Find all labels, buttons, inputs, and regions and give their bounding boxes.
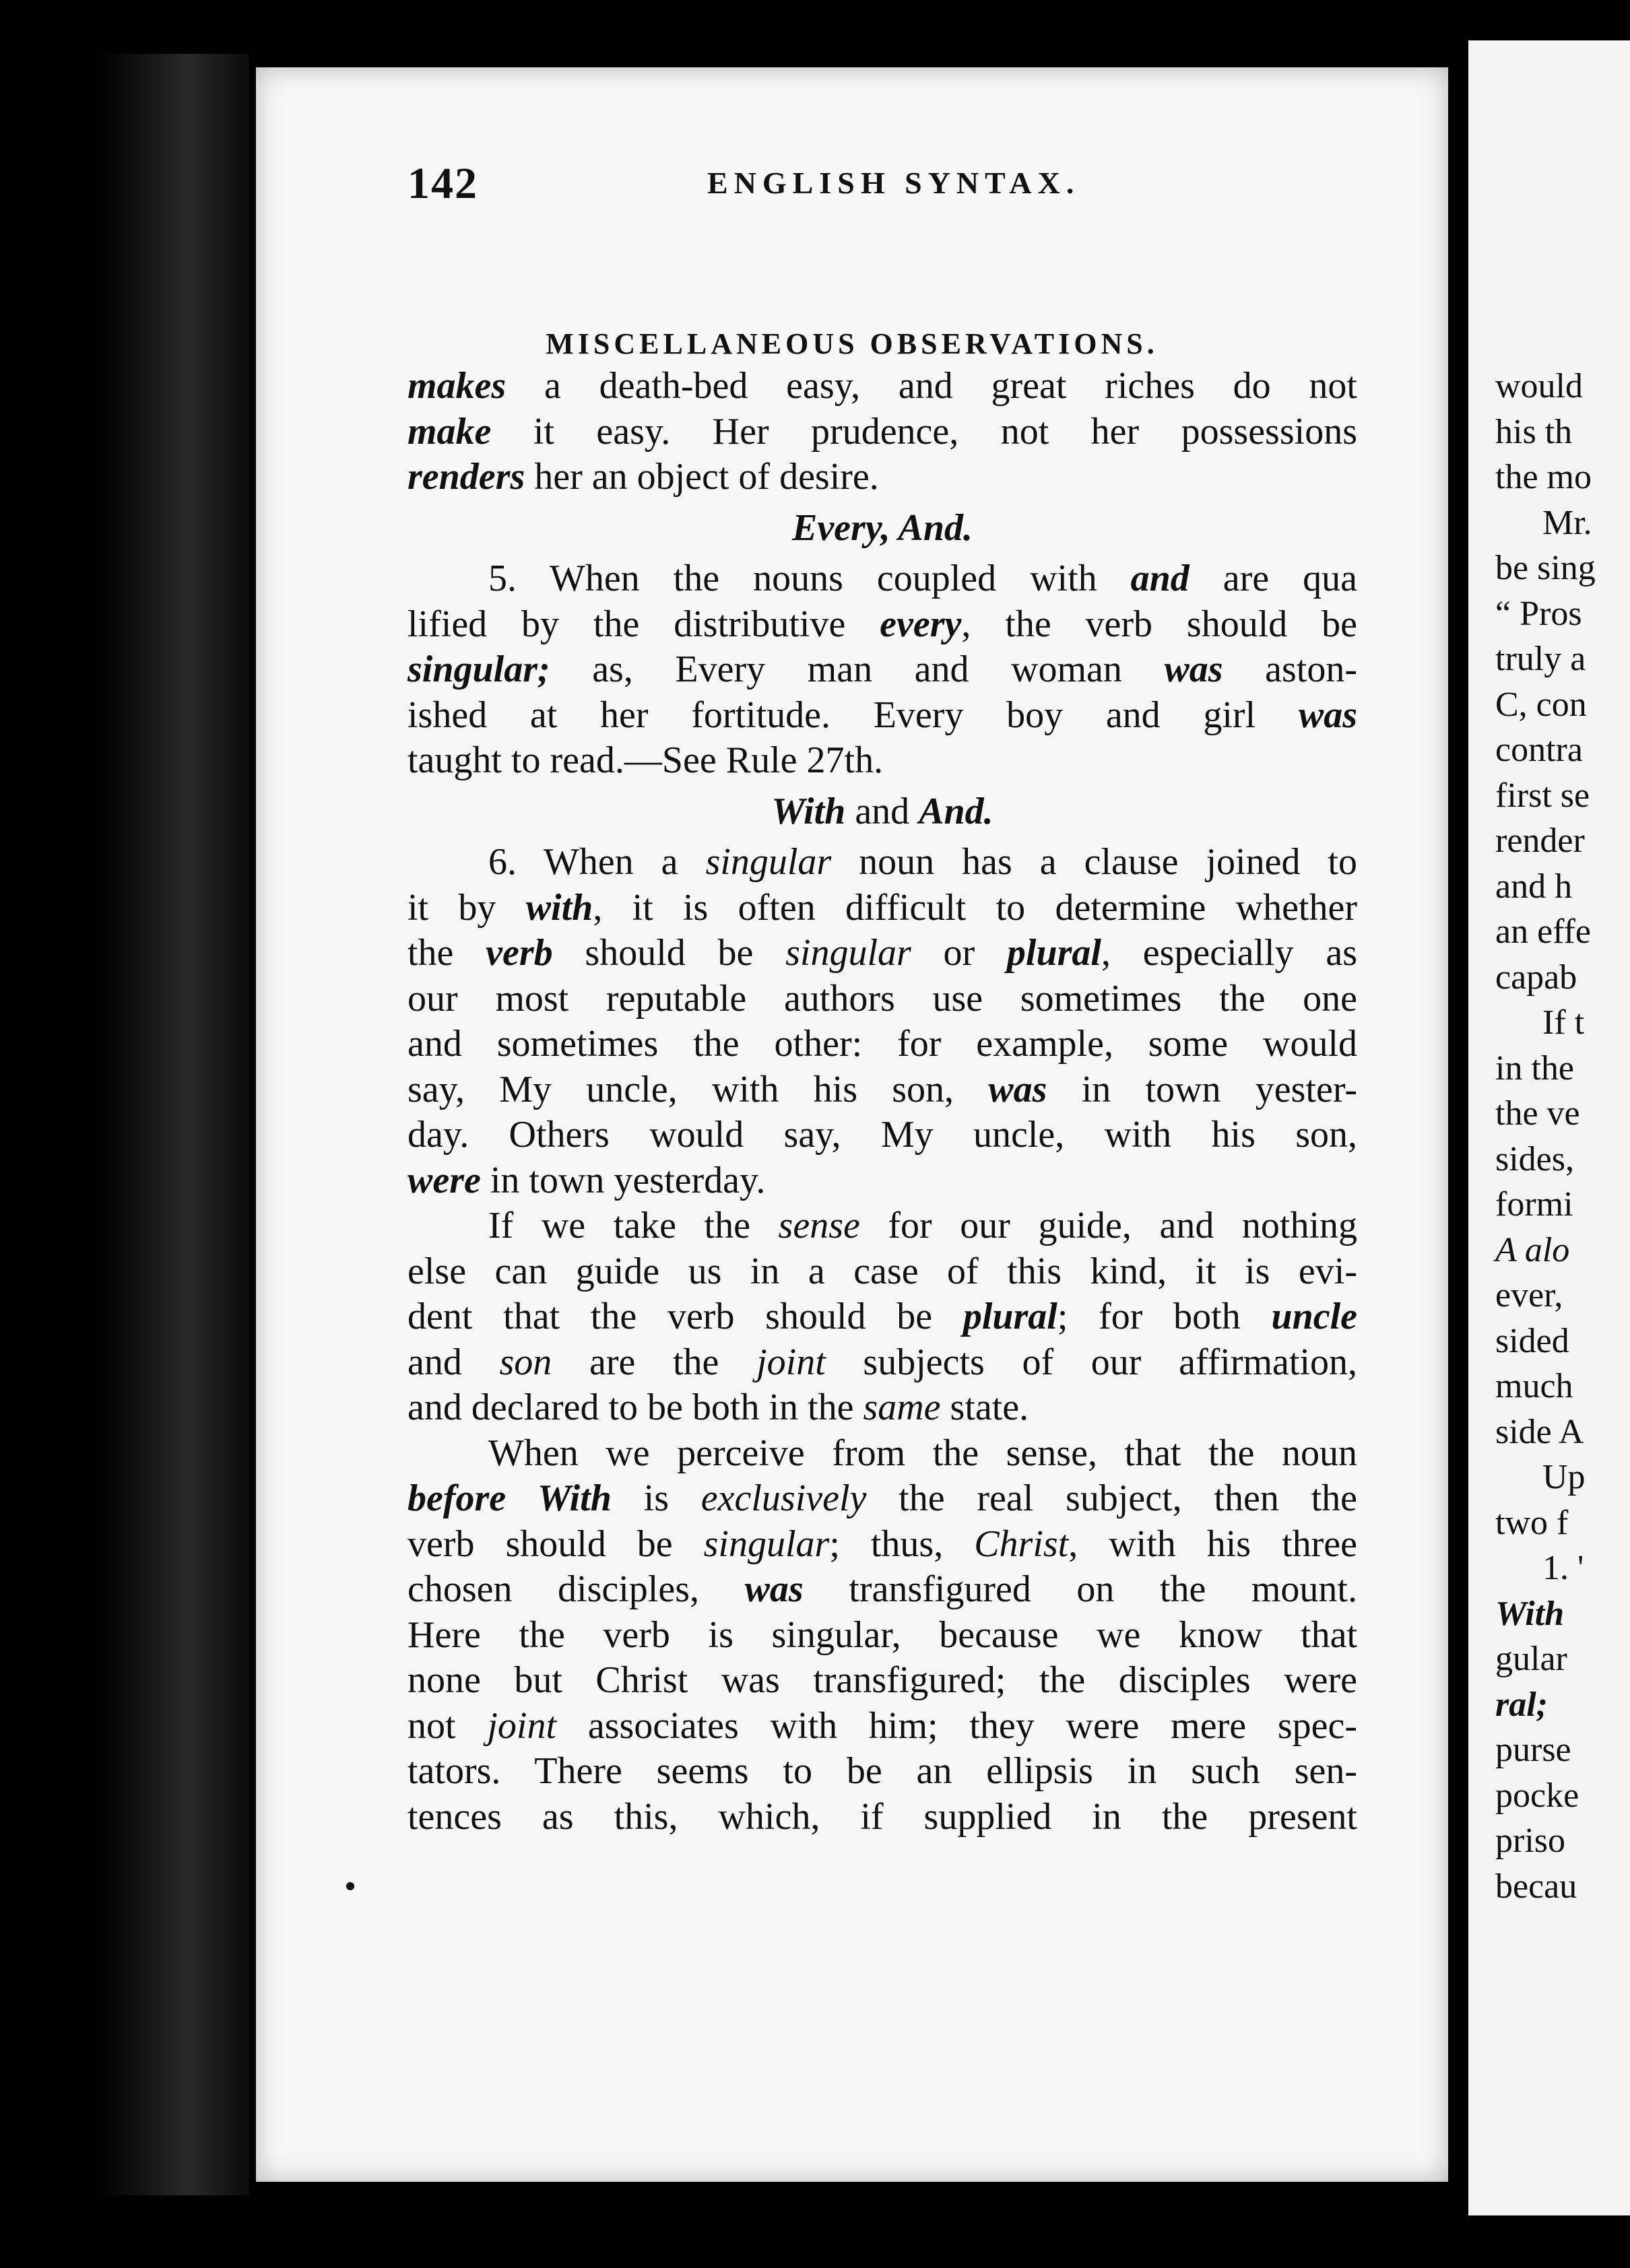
book-binding-shadow xyxy=(94,54,249,2195)
text-fragment: his th xyxy=(1495,412,1573,451)
text-line: lified by the distributive every, the verb should be xyxy=(408,603,1357,645)
text-line: and sometimes the other: for example, some would xyxy=(408,1023,1357,1065)
text-fragment: much xyxy=(1495,1367,1573,1405)
text-fragment: priso xyxy=(1495,1822,1565,1860)
text-fragment: render xyxy=(1495,822,1585,860)
text-line: Here the verb is singular, because we know that xyxy=(408,1613,1357,1656)
text-fragment: Up xyxy=(1542,1458,1586,1496)
text-fragment: With xyxy=(1495,1594,1565,1633)
section-title: MISCELLANEOUS OBSERVATIONS. xyxy=(546,327,1159,360)
text-line: and son are the joint subjects of our affirmation, xyxy=(408,1341,1357,1383)
running-head xyxy=(408,158,1391,246)
text-fragment: becau xyxy=(1495,1867,1577,1906)
text-fragment: C, con xyxy=(1495,685,1587,724)
text-fragment: would xyxy=(1495,367,1583,405)
text-line: taught to read.—See Rule 27th. xyxy=(408,739,884,781)
text-fragment: purse xyxy=(1495,1731,1571,1769)
text-line: tences as this, which, if supplied in the present xyxy=(408,1795,1357,1838)
text-fragment: the ve xyxy=(1495,1094,1580,1133)
text-fragment: sided xyxy=(1495,1321,1569,1360)
text-line: none but Christ was transfigured; the disciples were xyxy=(408,1659,1357,1701)
text-fragment: two f xyxy=(1495,1503,1569,1542)
text-line: dent that the verb should be plural; for both uncle xyxy=(408,1296,1357,1337)
text-line: not joint associates with him; they were mere spec- xyxy=(408,1704,1358,1747)
text-line: the verb should be singular or plural, especially as xyxy=(408,932,1357,974)
text-line: verb should be singular; thus, Christ, with his three xyxy=(408,1523,1357,1565)
text-line: chosen disciples, was transfigured on the mount. xyxy=(408,1568,1357,1610)
ink-mark xyxy=(346,1882,354,1890)
text-fragment: contra xyxy=(1495,731,1583,769)
text-fragment: 1. ' xyxy=(1542,1549,1584,1587)
text-fragment: in the xyxy=(1495,1048,1574,1088)
text-fragment: first se xyxy=(1495,776,1590,815)
text-fragment: gular xyxy=(1495,1640,1567,1678)
text-line: say, My uncle, with his son, was in town yester- xyxy=(408,1068,1358,1110)
paragraph-rule-5 xyxy=(408,556,1357,784)
text-line: singular; as, Every man and woman was aston- xyxy=(408,648,1358,690)
body-text xyxy=(408,364,1357,1840)
text-line: before With is exclusively the real subject, then the xyxy=(408,1477,1357,1519)
subheading-every-and: Every, And. xyxy=(791,506,973,549)
paragraph-sense xyxy=(408,1203,1357,1431)
text-line: If we take the sense for our guide, and nothing xyxy=(488,1205,1357,1246)
paragraph-exclusive-subject xyxy=(408,1431,1357,1840)
text-fragment: ever, xyxy=(1495,1276,1563,1314)
text-fragment: side A xyxy=(1495,1412,1584,1451)
text-line: renders her an object of desire. xyxy=(408,456,879,498)
text-line: it by with, it is often difficult to determine whether xyxy=(408,886,1357,929)
text-line: else can guide us in a case of this kind, it is evi- xyxy=(408,1250,1357,1292)
text-fragment: and h xyxy=(1495,867,1573,906)
text-line: our most reputable authors use sometimes the one xyxy=(408,977,1357,1020)
text-line: 6. When a singular noun has a clause joined to xyxy=(488,841,1357,883)
text-fragment: truly a xyxy=(1495,640,1586,678)
text-fragment: ral; xyxy=(1495,1685,1548,1724)
text-fragment: formi xyxy=(1495,1185,1573,1224)
page-number: 142 xyxy=(408,159,478,208)
text-line: make it easy. Her prudence, not her possessions xyxy=(408,410,1357,453)
text-line: and declared to be both in the same state. xyxy=(408,1387,1029,1428)
text-line: When we perceive from the sense, that the noun xyxy=(488,1432,1357,1474)
gutter xyxy=(1448,54,1468,2209)
text-fragment: pocke xyxy=(1495,1776,1579,1815)
text-fragment: capab xyxy=(1495,958,1577,997)
text-fragment: Mr. xyxy=(1542,503,1592,542)
paragraph-rule-6 xyxy=(408,840,1357,1203)
text-line: 5. When the nouns coupled with and are qua xyxy=(488,558,1357,599)
text-fragment: sides, xyxy=(1495,1139,1574,1178)
text-line: makes a death-bed easy, and great riches do not xyxy=(408,365,1357,407)
subheading-with-and: With and And. xyxy=(771,790,993,832)
text-line: day. Others would say, My uncle, with his son, xyxy=(408,1114,1357,1156)
left-page xyxy=(256,67,1448,2182)
right-page-cropped xyxy=(1468,40,1630,2215)
paragraph-continued xyxy=(408,364,1357,500)
text-fragment: “ Pros xyxy=(1495,594,1582,633)
right-page-text xyxy=(1495,364,1596,1909)
text-line: ished at her fortitude. Every boy and girl was xyxy=(408,694,1357,736)
text-fragment: A alo xyxy=(1495,1230,1570,1269)
running-title: ENGLISH SYNTAX. xyxy=(707,166,1080,200)
text-fragment: the mo xyxy=(1495,458,1592,496)
text-line: tators. There seems to be an ellipsis in such sen- xyxy=(408,1750,1357,1792)
text-fragment: an effe xyxy=(1495,912,1591,951)
text-line: were in town yesterday. xyxy=(408,1159,766,1201)
text-fragment: be sing xyxy=(1495,549,1596,587)
text-fragment: If t xyxy=(1542,1003,1585,1042)
